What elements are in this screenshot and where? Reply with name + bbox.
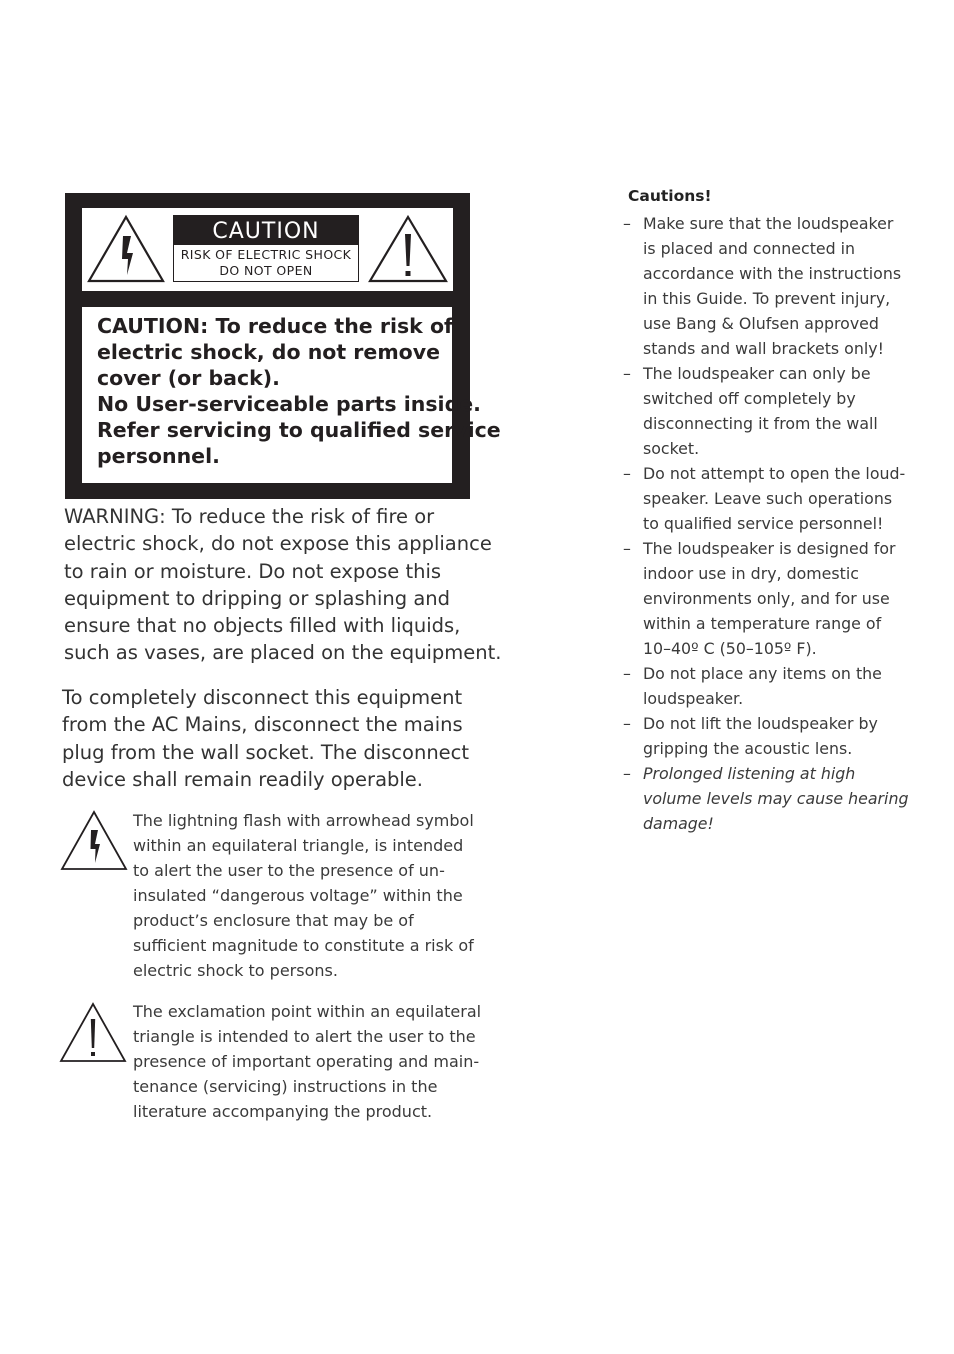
lightning-triangle-icon: [60, 810, 128, 872]
caution-item-line: damage!: [643, 814, 714, 833]
caution-statement: [97, 313, 501, 469]
exclamation-triangle-icon: [368, 214, 448, 284]
warning-paragraph: [64, 503, 502, 667]
note-line: triangle is intended to alert the user to the: [133, 1027, 476, 1046]
caution-item-line: in this Guide. To prevent injury,: [643, 289, 891, 308]
badge-line-open: DO NOT OPEN: [219, 263, 313, 278]
caution-item-text: [643, 661, 882, 711]
caution-item-line: use Bang & Olufsen approved: [643, 314, 879, 333]
caution-label: [65, 193, 501, 499]
note-line: tenance (servicing) instructions in the: [133, 1077, 438, 1096]
caution-badge: [173, 215, 359, 282]
disconnect-line: plug from the wall socket. The disconnect: [62, 740, 470, 764]
note-line: product’s enclosure that may be of: [133, 911, 414, 930]
caution-item-text: [643, 211, 901, 361]
caution-word: CAUTION: [174, 216, 358, 245]
caution-line: electric shock, do not remove: [97, 340, 441, 364]
caution-item-text: [643, 711, 878, 761]
caution-item-line: gripping the acoustic lens.: [643, 739, 853, 758]
caution-item-line: The loudspeaker can only be: [643, 364, 871, 383]
note-line: insulated “dangerous voltage” within the: [133, 886, 463, 905]
caution-item-text: [643, 536, 896, 661]
note-line: to alert the user to the presence of un-: [133, 861, 445, 880]
caution-item-text: [643, 361, 878, 461]
cautions-list: [623, 211, 908, 836]
caution-item: [623, 461, 908, 536]
caution-item-text: [643, 761, 908, 836]
note-line: sufficient magnitude to constitute a risk of: [133, 936, 474, 955]
caution-item-line: disconnecting it from the wall: [643, 414, 878, 433]
caution-label-body: [82, 307, 501, 483]
caution-item: [623, 711, 908, 761]
caution-item-line: Prolonged listening at high: [643, 764, 856, 783]
badge-line-risk: RISK OF ELECTRIC SHOCK: [180, 247, 352, 262]
exclamation-note: [133, 999, 481, 1124]
lightning-triangle-icon: [87, 214, 165, 284]
caution-item: [623, 536, 908, 661]
caution-item: [623, 211, 908, 361]
caution-item-line: Make sure that the loudspeaker: [643, 214, 894, 233]
caution-item-line: socket.: [643, 439, 700, 458]
caution-item-line: within a temperature range of: [643, 614, 882, 633]
dash-bullet: –: [623, 539, 631, 558]
warning-text: To reduce the risk of fire or: [165, 505, 435, 528]
note-line: electric shock to persons.: [133, 961, 338, 980]
note-line: The exclamation point within an equilateral: [133, 1002, 482, 1021]
warning-lead: WARNING:: [64, 505, 166, 528]
caution-item: [623, 361, 908, 461]
caution-item-text: [643, 461, 905, 536]
caution-item-line: to qualified service personnel!: [643, 514, 884, 533]
caution-item-line: is placed and connected in: [643, 239, 856, 258]
warning-line: ensure that no objects filled with liquids,: [64, 614, 461, 638]
caution-item-line: volume levels may cause hearing: [643, 789, 909, 808]
caution-line: cover (or back).: [97, 366, 280, 390]
caution-item-line: switched off completely by: [643, 389, 856, 408]
disconnect-paragraph: [62, 684, 469, 793]
caution-line: Refer servicing to qualified service: [97, 418, 501, 442]
note-line: within an equilateral triangle, is intended: [133, 836, 464, 855]
exclamation-triangle-icon: [59, 1002, 127, 1064]
caution-item-line: indoor use in dry, domestic: [643, 564, 859, 583]
dash-bullet: –: [623, 364, 631, 383]
dash-bullet: –: [623, 714, 631, 733]
disconnect-line: device shall remain readily operable.: [62, 767, 424, 791]
caution-item-line: loudspeaker.: [643, 689, 744, 708]
note-line: presence of important operating and main-: [133, 1052, 480, 1071]
warning-line: electric shock, do not expose this appliance: [64, 532, 492, 556]
dash-bullet: –: [623, 664, 631, 683]
dash-bullet: –: [623, 464, 631, 483]
note-line: literature accompanying the product.: [133, 1102, 433, 1121]
disconnect-line: To completely disconnect this equipment: [62, 686, 463, 709]
lightning-note: [133, 808, 474, 983]
caution-item-line: The loudspeaker is designed for: [643, 539, 896, 558]
dash-bullet: –: [623, 214, 631, 233]
caution-line: personnel.: [97, 444, 220, 468]
caution-line: No User-serviceable parts inside.: [97, 392, 481, 416]
caution-item-line: Do not lift the loudspeaker by: [643, 714, 878, 733]
warning-line: such as vases, are placed on the equipment.: [64, 641, 502, 665]
caution-item-line: Do not attempt to open the loud-: [643, 464, 906, 483]
caution-item-line: environments only, and for use: [643, 589, 890, 608]
caution-line: CAUTION: To reduce the risk of: [97, 314, 453, 338]
warning-line: [64, 503, 502, 530]
caution-item-line: accordance with the instructions: [643, 264, 902, 283]
caution-item-line: 10–40º C (50–105º F).: [643, 639, 817, 658]
warning-line: to rain or moisture. Do not expose this: [64, 559, 442, 583]
warning-line: equipment to dripping or splashing and: [64, 586, 451, 610]
caution-label-header: [82, 208, 453, 291]
dash-bullet: –: [623, 764, 631, 783]
note-line: The lightning flash with arrowhead symbol: [133, 811, 474, 830]
caution-item-line: Do not place any items on the: [643, 664, 882, 683]
caution-item-line: stands and wall brackets only!: [643, 339, 884, 358]
cautions-heading: Cautions!: [628, 187, 712, 205]
caution-item-line: speaker. Leave such operations: [643, 489, 893, 508]
caution-item: [623, 761, 908, 836]
disconnect-line: from the AC Mains, disconnect the mains: [62, 713, 463, 737]
caution-item: [623, 661, 908, 711]
